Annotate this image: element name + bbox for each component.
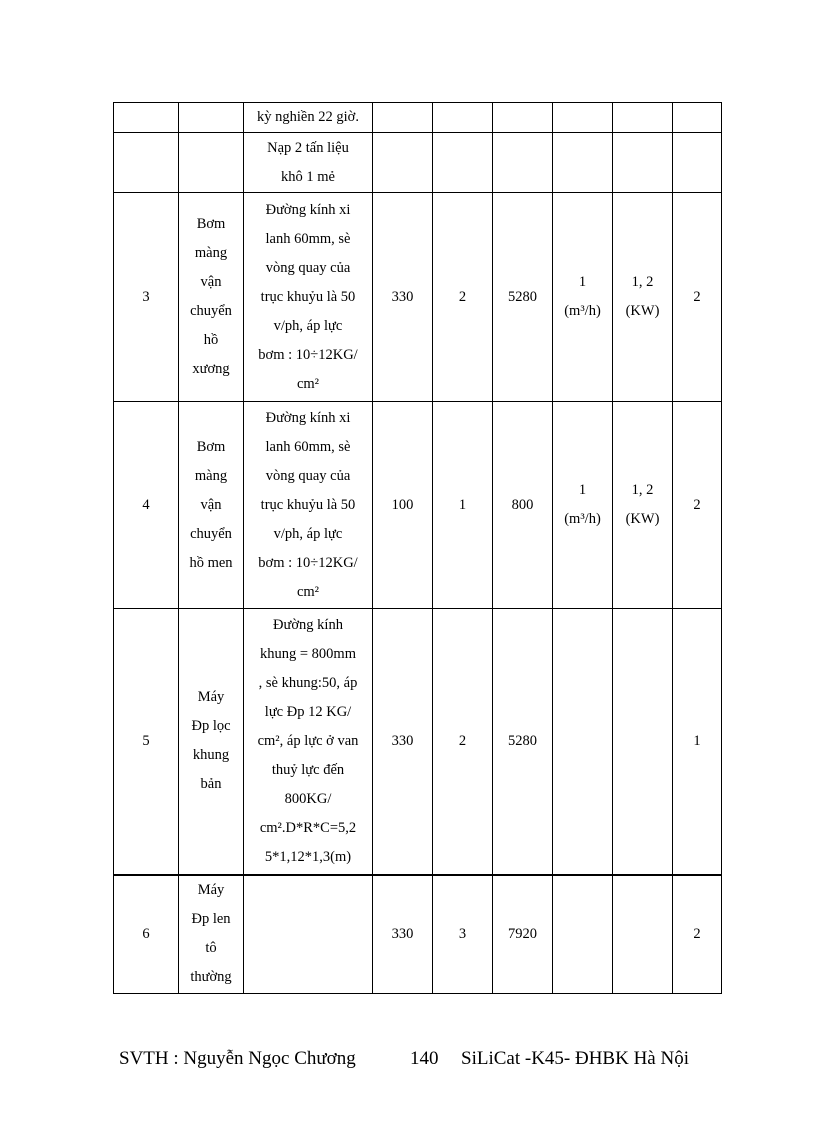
cell-line: Đp len	[191, 911, 231, 928]
cell-line: 5*1,12*1,3(m)	[264, 848, 352, 865]
cell-value-3: 5280	[493, 609, 553, 875]
cell-line: vận	[200, 496, 222, 513]
cell-line: (m³/h)	[564, 303, 601, 319]
cell-quantity: 2	[673, 193, 722, 402]
cell-capacity	[553, 875, 613, 994]
cell-line: 1, 2	[631, 274, 654, 290]
table-row	[114, 609, 722, 875]
cell-no	[114, 133, 179, 193]
cell-equipment-name	[179, 402, 244, 609]
cell-line: cm²	[296, 583, 320, 600]
table-row	[114, 193, 722, 402]
cell-line: kỳ nghiền 22 giờ.	[257, 109, 359, 125]
cell-no: 4	[114, 402, 179, 609]
cell-power	[613, 402, 673, 609]
cell-no: 5	[114, 609, 179, 875]
cell-equipment-name	[179, 103, 244, 133]
cell-line: bản	[200, 776, 222, 793]
cell-value-3	[493, 133, 553, 193]
cell-line: v/ph, áp lực	[273, 317, 343, 334]
cell-line: màng	[194, 245, 228, 261]
cell-line: hồ men	[189, 554, 233, 571]
cell-line: 1	[578, 482, 587, 498]
cell-value-3: 5280	[493, 193, 553, 402]
cell-line: màng	[194, 467, 228, 484]
cell-line: tô	[205, 940, 217, 957]
cell-value-2	[433, 103, 493, 133]
cell-line: cm²	[296, 375, 320, 392]
cell-value-1	[373, 133, 433, 193]
cell-line: thường	[190, 969, 232, 986]
footer-school: SiLiCat -K45- ĐHBK Hà Nội	[461, 1048, 689, 1069]
cell-line: cm², áp lực ở van	[257, 732, 359, 749]
cell-value-1: 330	[373, 875, 433, 994]
cell-line: 1	[578, 274, 587, 290]
cell-quantity: 2	[673, 875, 722, 994]
cell-line: Đp lọc	[191, 718, 231, 735]
cell-quantity: 1	[673, 609, 722, 875]
cell-line: lực Đp 12 KG/	[264, 703, 352, 720]
cell-line: hồ	[203, 332, 219, 348]
cell-line: trục khuỷu là 50	[260, 496, 356, 513]
cell-value-1: 100	[373, 402, 433, 609]
cell-line: Nạp 2 tấn liệu	[267, 139, 349, 156]
cell-value-2: 1	[433, 402, 493, 609]
cell-power	[613, 193, 673, 402]
cell-no	[114, 103, 179, 133]
footer-author: SVTH : Nguyễn Ngọc Chương	[119, 1048, 356, 1069]
cell-capacity	[553, 609, 613, 875]
cell-value-2: 2	[433, 609, 493, 875]
cell-line: vòng quay của	[265, 467, 351, 484]
cell-line: Đường kính xi	[265, 409, 351, 426]
cell-line: bơm : 10÷12KG/	[258, 554, 358, 571]
cell-line: cm².D*R*C=5,2	[259, 819, 357, 836]
cell-line: khung = 800mm	[260, 645, 356, 662]
cell-line: xương	[192, 361, 230, 377]
cell-no: 3	[114, 193, 179, 402]
cell-power	[613, 103, 673, 133]
table-row	[114, 103, 722, 133]
cell-line: Bơm	[196, 438, 226, 455]
table-row	[114, 875, 722, 994]
cell-line: khô 1 mẻ	[281, 168, 335, 185]
cell-line: (KW)	[625, 303, 660, 319]
cell-power	[613, 133, 673, 193]
cell-value-2: 2	[433, 193, 493, 402]
cell-power	[613, 609, 673, 875]
cell-power	[613, 875, 673, 994]
cell-line: chuyển	[190, 303, 232, 319]
cell-quantity	[673, 133, 722, 193]
cell-line: (KW)	[625, 511, 660, 527]
cell-line: , sè khung:50, áp	[258, 674, 358, 691]
cell-line: vòng quay của	[265, 259, 351, 276]
cell-line: lanh 60mm, sè	[265, 438, 351, 455]
cell-equipment-name	[179, 875, 244, 994]
cell-specification	[244, 103, 373, 133]
cell-value-3	[493, 103, 553, 133]
cell-line: 1, 2	[631, 482, 654, 498]
cell-value-1: 330	[373, 609, 433, 875]
cell-line: Máy	[197, 882, 225, 899]
cell-capacity	[553, 103, 613, 133]
cell-value-2: 3	[433, 875, 493, 994]
cell-capacity	[553, 133, 613, 193]
cell-capacity	[553, 193, 613, 402]
cell-capacity	[553, 402, 613, 609]
cell-line: vận	[200, 274, 222, 290]
cell-quantity	[673, 103, 722, 133]
cell-line: trục khuỷu là 50	[260, 288, 356, 305]
cell-specification	[244, 609, 373, 875]
cell-value-2	[433, 133, 493, 193]
equipment-table	[113, 102, 722, 994]
cell-value-3: 800	[493, 402, 553, 609]
page-number: 140	[410, 1048, 439, 1069]
cell-value-3: 7920	[493, 875, 553, 994]
cell-no: 6	[114, 875, 179, 994]
cell-line: v/ph, áp lực	[273, 525, 343, 542]
cell-line: khung	[192, 747, 230, 764]
cell-specification	[244, 402, 373, 609]
cell-line: (m³/h)	[564, 511, 601, 527]
cell-equipment-name	[179, 609, 244, 875]
cell-specification	[244, 193, 373, 402]
cell-line: Bơm	[196, 216, 226, 232]
cell-line: Đường kính	[273, 616, 343, 633]
table-row	[114, 133, 722, 193]
cell-quantity: 2	[673, 402, 722, 609]
cell-line: bơm : 10÷12KG/	[258, 346, 358, 363]
cell-specification	[244, 133, 373, 193]
table-row	[114, 402, 722, 609]
cell-equipment-name	[179, 193, 244, 402]
cell-equipment-name	[179, 133, 244, 193]
cell-value-1: 330	[373, 193, 433, 402]
cell-line: Máy	[197, 689, 225, 706]
cell-value-1	[373, 103, 433, 133]
cell-line: 800KG/	[284, 790, 332, 807]
cell-line: thuỷ lực đến	[271, 761, 345, 778]
cell-line: chuyển	[190, 525, 232, 542]
cell-line: lanh 60mm, sè	[265, 230, 351, 247]
cell-line: Đường kính xi	[265, 201, 351, 218]
cell-specification	[244, 875, 373, 994]
